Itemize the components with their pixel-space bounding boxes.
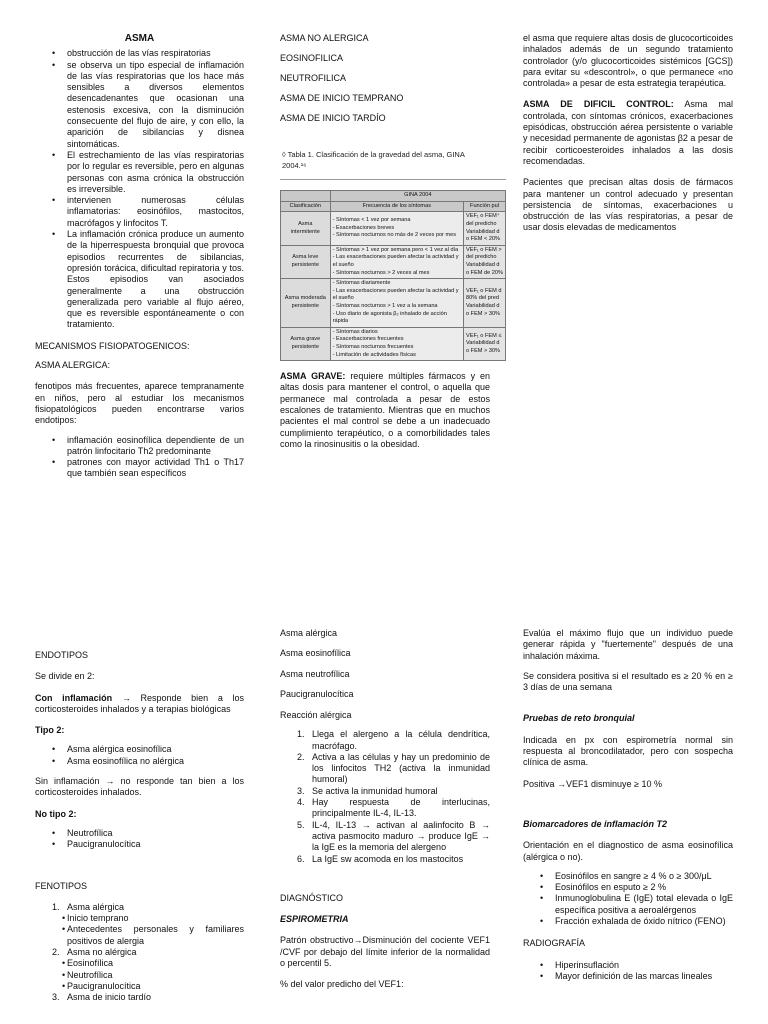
asma-bullet-item: • se observa un tipo especial de inflamación de las vías respiratorias que los hace más sensibles a diversos elementos desencadenantes que ocasionan una estenosis excesiva, con la disminución consecuente del flujo de aire, y con ello, la aparición de sibilancias y disnea sintomáticas. — [35, 60, 244, 150]
table-symptom-line: - Síntomas nocturnos frecuentes — [332, 343, 414, 350]
table-class-cell: Asma grave persistente — [281, 327, 331, 360]
table-symptom-line: - Síntomas diarios — [332, 328, 378, 335]
endotipo-bullet-item: • patrones con mayor actividad Th1 o Th17 que también sean específicos — [35, 457, 244, 480]
asma-grave-paragraph — [280, 371, 490, 450]
fenotipos-paragraph: fenotipos más frecuentes, aparece tempranamente en niños, pero al estudiar los mecanismos fisiopatológicos pueden encontrarse varios endotipos: — [35, 381, 244, 426]
table-function-line: del predicho — [465, 254, 497, 261]
table-caption: ◊ Tabla 1. Clasificación de la gravedad del asma, GINA 2004.¹⁶ — [282, 149, 465, 170]
table-function-line: Variabilidad d — [465, 302, 500, 309]
asma-grave-label: ASMA GRAVE: — [280, 371, 346, 382]
table-row — [281, 327, 506, 360]
table-symptom-line: - Uso diario de agonista β₂ inhalado de acción rápida — [332, 310, 447, 325]
no-tipo2-heading: No tipo 2: — [35, 808, 77, 819]
fenotipo-subitem: • Antecedentes personales y familiares positivos de alergia — [35, 924, 244, 947]
dificil-control-label: ASMA DE DIFICIL CONTROL: — [523, 99, 674, 110]
reaccion-step-text: Se activa la inmunidad humoral — [312, 785, 438, 796]
fenotipo-item — [35, 947, 244, 992]
table-class-cell: Asma leve persistente — [281, 245, 331, 278]
radiografia-item: • Mayor definición de las marcas lineales — [523, 971, 733, 982]
evalua-paragraph: Evalúa el máximo flujo que un individuo puede generar rápida y "fuertemente" después de una inhalación máxima. — [523, 628, 733, 661]
table-symptoms-cell — [330, 327, 463, 360]
asma-type-line: ASMA NO ALERGICA — [280, 33, 369, 43]
dificil-control-paragraph — [523, 99, 733, 167]
asma-alergica-heading: ASMA ALERGICA: — [35, 360, 111, 371]
fenotipo-sublist — [35, 958, 244, 992]
table-symptom-line: - Limitación de actividades físicas — [332, 351, 416, 358]
reaccion-step — [280, 820, 490, 854]
table-symptom-line: - Síntomas nocturnos > 1 vez a la semana — [332, 302, 438, 309]
table-header-top: GINA 2004 — [330, 191, 505, 202]
reaccion-step-text: IL-4, IL-13 → activan al aalinfocito B → activa pasmocito maduro → produce IgE → la IgE es la memoria del alergeno — [312, 819, 490, 853]
tipo2-item: • Asma eosinofílica no alérgica — [35, 756, 244, 767]
fenotipos-list — [35, 902, 244, 1004]
table-function-line: o FEM < 20% — [465, 236, 501, 243]
tipo2-heading: Tipo 2: — [35, 725, 65, 736]
table-row — [281, 279, 506, 328]
fenotipo-number: 1. — [52, 901, 60, 912]
table-symptoms-cell — [330, 279, 463, 328]
table-row — [281, 212, 506, 245]
orientacion-paragraph: Orientación en el diagnostico de asma eosinofílica (alérgica o no). — [523, 840, 733, 862]
table-col-header: Frecuencia de los síntomas — [330, 201, 463, 212]
reaccion-step-number: 6. — [297, 853, 305, 864]
biomarcador-item: • Eosinófilos en esputo ≥ 2 % — [523, 882, 733, 893]
table-function-line: del predicho — [465, 221, 497, 228]
asma-types-list — [280, 33, 490, 125]
table-function-line: VEF₁ o FEM ≤ — [465, 332, 502, 339]
dificil-control-text: Asma mal controlada, con síntomas crónicos, exacerbaciones episódicas, obstrucción aérea persistente o variable y necesidad permanente de agonistas β2 a pesar de recibir corticoesteroides inhalados a las dosis recomendadas. — [523, 99, 734, 166]
fenotipo-subitem: • Neutrofílica — [35, 970, 244, 981]
reaccion-step — [280, 786, 490, 797]
fenotipo-label: Asma de inicio tardío — [67, 992, 152, 1003]
endotipo-bullet-item: • inflamación eosinofílica dependiente de un patrón linfocitario Th2 predominante — [35, 435, 244, 458]
table-symptom-line: - Exacerbaciones breves — [332, 224, 395, 231]
fenotipo-subitem: • Inicio temprano — [35, 913, 244, 924]
table-symptom-line: - Síntomas nocturnos > 2 veces al mes — [332, 269, 430, 276]
table-row — [281, 245, 506, 278]
reaccion-step-number: 5. — [297, 819, 305, 830]
fenotipo-label: Asma no alérgica — [67, 947, 137, 958]
no-tipo2-item: • Paucigranulocítica — [35, 839, 244, 850]
asma-subtype-line: Reacción alérgica — [280, 709, 352, 720]
table-symptom-line: - Las exacerbaciones pueden afectar la actividad y el sueño — [332, 254, 459, 269]
fenotipo-subitem: • Eosinofílica — [35, 958, 244, 969]
table-function-cell — [463, 245, 505, 278]
biomarcadores-heading: Biomarcadores de inflamación T2 — [523, 818, 668, 829]
endotipos-heading: ENDOTIPOS — [35, 650, 89, 660]
table-rule — [280, 179, 506, 180]
table-function-cell — [463, 327, 505, 360]
mecanismos-heading: MECANISMOS FISIOPATOGENICOS: — [35, 340, 190, 351]
fenotipos-heading: FENOTIPOS — [35, 880, 88, 891]
table-function-line: Variabilidad d — [465, 228, 500, 235]
table-header-spacer — [281, 191, 331, 202]
positiva-paragraph: Se considera positiva si el resultado es ≥ 20 % en ≥ 3 días de una semana — [523, 670, 733, 693]
column-2-top — [280, 33, 503, 450]
column-1-top — [35, 33, 244, 480]
positiva-vef1-text: Positiva →VEF1 disminuye ≥ 10 % — [523, 778, 662, 789]
asma-subtype-line: Paucigranulocítica — [280, 689, 354, 700]
table-function-line: VEF₁ o FEM > — [465, 246, 502, 253]
table-symptoms-cell — [330, 245, 463, 278]
patron-obstructivo-paragraph: Patrón obstructivo→Disminución del cociente VEF1 /CVF por debajo del límite inferior de la normalidad o percentil 5. — [280, 935, 490, 968]
glucocorticoides-paragraph: el asma que requiere altas dosis de glucocorticoides inhalados además de un segundo tratamiento controlador (y/o glucocorticoides sistémicos [GCS]) para evitar su «descontrol», o que permanece «no controlada» a pesar de esta estrategia terapéutica. — [523, 33, 733, 89]
asma-bullet-list — [35, 48, 244, 330]
table-function-line: o FEM > 30% — [465, 310, 501, 317]
fenotipo-subitem: • Paucigranulocítica — [35, 981, 244, 992]
fenotipo-number: 3. — [52, 992, 60, 1003]
table-class-cell: Asma moderada persistente — [281, 279, 331, 328]
table-function-cell — [463, 212, 505, 245]
asma-type-line: EOSINOFILICA — [280, 53, 344, 64]
pruebas-reto-heading: Pruebas de reto bronquial — [523, 713, 635, 724]
biomarcador-item: • Fracción exhalada de óxido nítrico (FENO) — [523, 916, 733, 927]
page-title: ASMA — [124, 33, 155, 44]
reaccion-step — [280, 729, 490, 752]
indicada-paragraph: Indicada en px con espirometría normal sin respuesta al broncodilatador, pero con sospecha clínica de asma. — [523, 734, 733, 768]
table-class-cell: Asma intermitente — [281, 212, 331, 245]
asma-type-line: NEUTROFILICA — [280, 73, 347, 84]
table-symptom-line: - Exacerbaciones frecuentes — [332, 336, 404, 343]
asma-subtypes-list — [280, 628, 490, 721]
fenotipo-item — [35, 902, 244, 947]
tipo2-list — [35, 744, 244, 767]
column-3-bottom — [523, 628, 733, 982]
table-col-header: Clasificación — [281, 201, 331, 212]
asma-subtype-line: Asma neutrofílica — [280, 668, 350, 679]
sin-inflamacion-paragraph: Sin inflamación → no responde tan bien a los corticosteroides inhalados. — [35, 776, 244, 798]
reaccion-alergica-list — [280, 729, 490, 865]
con-inflamacion-label: Con inflamación — [35, 692, 113, 703]
radiografia-list — [523, 960, 733, 983]
con-inflamacion-text: → Responde bien a los corticosteroides inhalados y a terapias biológicas — [35, 692, 245, 714]
biomarcador-item: • Inmunoglobulina E (IgE) total elevada o IgE específica positiva a aeroalérgenos — [523, 893, 733, 916]
gina-table — [280, 190, 506, 361]
asma-bullet-item: • obstrucción de las vías respiratorias — [35, 48, 244, 59]
asma-type-line: ASMA DE INICIO TARDÍO — [280, 113, 386, 124]
table-col-header: Función pul — [463, 201, 505, 212]
reaccion-step-text: Hay respuesta de interlucinas, principalmente IL-4, IL-13. — [312, 797, 490, 819]
table-symptom-line: - Síntomas > 1 vez por semana pero < 1 vez al día — [332, 246, 459, 253]
table-symptom-line: - Las exacerbaciones pueden afectar la actividad y el sueño — [332, 287, 459, 302]
reaccion-step-number: 4. — [297, 797, 305, 808]
espirometria-heading: ESPIROMETRIA — [280, 914, 349, 925]
table-function-line: 80% del pred — [465, 295, 499, 302]
reaccion-step-text: Activa a las células y hay un predominio de los linfocitos TH2 (activa la inmunidad humoral) — [312, 751, 490, 785]
no-tipo2-item: • Neutrofílica — [35, 828, 244, 839]
reaccion-step — [280, 797, 490, 820]
asma-bullet-item: • intervienen numerosas células inflamatorias: eosinófilos, mastocitos, macrófagos y linfocitos T. — [35, 195, 244, 229]
asma-grave-text: requiere múltiples fármacos y en altas dosis para mantener el control, o aquella que permanece mal controlada a pesar de estos escalones de tratamiento. Mientras que en muchos pacientes el mal control se debe a un inadecuado cumplimiento terapéutico, o a comorbilidades tales como la rinosinusitis o la obesidad. — [280, 371, 490, 449]
biomarcadores-list — [523, 871, 733, 927]
table-symptoms-cell — [330, 212, 463, 245]
column-2-bottom — [280, 628, 490, 991]
reaccion-step-number: 1. — [297, 729, 305, 740]
table-function-line: VEF₁ o FEM⁺ — [465, 213, 500, 220]
reaccion-step — [280, 752, 490, 786]
reaccion-step-number: 3. — [297, 785, 305, 796]
table-function-line: VEF₁ o FEM d — [465, 287, 502, 294]
asma-bullet-item: • La inflamación crónica produce un aumento de la hiperrespuesta bronquial que provoca episodios recurrentes de sibilancias, opresión torácica, dificultad repiratoria y tos. Estos episodios van asociados generalmente a una obstrucción generalizada pero variable al flujo aéreo, que es reversible espontáneamente o con tratamiento. — [35, 229, 244, 331]
asma-subtype-line: Asma eosinofílica — [280, 648, 351, 659]
se-divide-text: Se divide en 2: — [35, 671, 95, 682]
tipo2-item: • Asma alérgica eosinofílica — [35, 744, 244, 755]
asma-bullet-item: • El estrechamiento de las vías respiratorias por lo regular es reversible, pero en algunas personas con asma crónica la obstrucción es irreversible. — [35, 150, 244, 195]
con-inflamacion-paragraph — [35, 693, 244, 716]
reaccion-step — [280, 854, 490, 865]
porcentaje-vef1-text: % del valor predicho del VEF1: — [280, 979, 404, 990]
no-tipo2-list — [35, 828, 244, 851]
fenotipo-sublist — [35, 913, 244, 947]
asma-subtype-line: Asma alérgica — [280, 628, 338, 638]
table-symptom-line: - Síntomas diariamente — [332, 280, 391, 287]
endotipo-bullet-list — [35, 435, 244, 480]
pacientes-paragraph: Pacientes que precisan altas dosis de fármacos para mantener un control adecuado y presentan persistencia de síntomas, exacerbaciones u obstrucción de las vías respiratorias, a pesar de usar dosis elevadas de medicamentos — [523, 177, 733, 233]
table-function-line: o FEM de 20% — [465, 269, 503, 276]
biomarcador-item: • Eosinófilos en sangre ≥ 4 % o ≥ 300/μL — [523, 871, 733, 882]
fenotipo-number: 2. — [52, 947, 60, 958]
diagnostico-heading: DIAGNÓSTICO — [280, 892, 344, 903]
table-function-line: Variabilidad d — [465, 262, 500, 269]
table-symptom-line: - Síntomas nocturnos no más de 2 veces por mes — [332, 232, 457, 239]
radiografia-item: • Hiperinsuflación — [523, 960, 733, 971]
column-1-bottom — [35, 650, 244, 1004]
reaccion-step-number: 2. — [297, 751, 305, 762]
table-function-line: o FEM > 30% — [465, 347, 501, 354]
fenotipo-item — [35, 992, 244, 1003]
fenotipo-label: Asma alérgica — [67, 901, 125, 912]
radiografia-heading: RADIOGRAFÍA — [523, 938, 586, 949]
column-3-top — [523, 33, 733, 234]
asma-type-line: ASMA DE INICIO TEMPRANO — [280, 93, 404, 104]
table-function-cell — [463, 279, 505, 328]
reaccion-step-text: Llega el alergeno a la célula dendrítica, macrófago. — [312, 729, 490, 751]
reaccion-step-text: La IgE sw acomoda en los mastocitos — [312, 853, 464, 864]
table-symptom-line: - Síntomas < 1 vez por semana — [332, 217, 411, 224]
table-function-line: Variabilidad d — [465, 340, 500, 347]
